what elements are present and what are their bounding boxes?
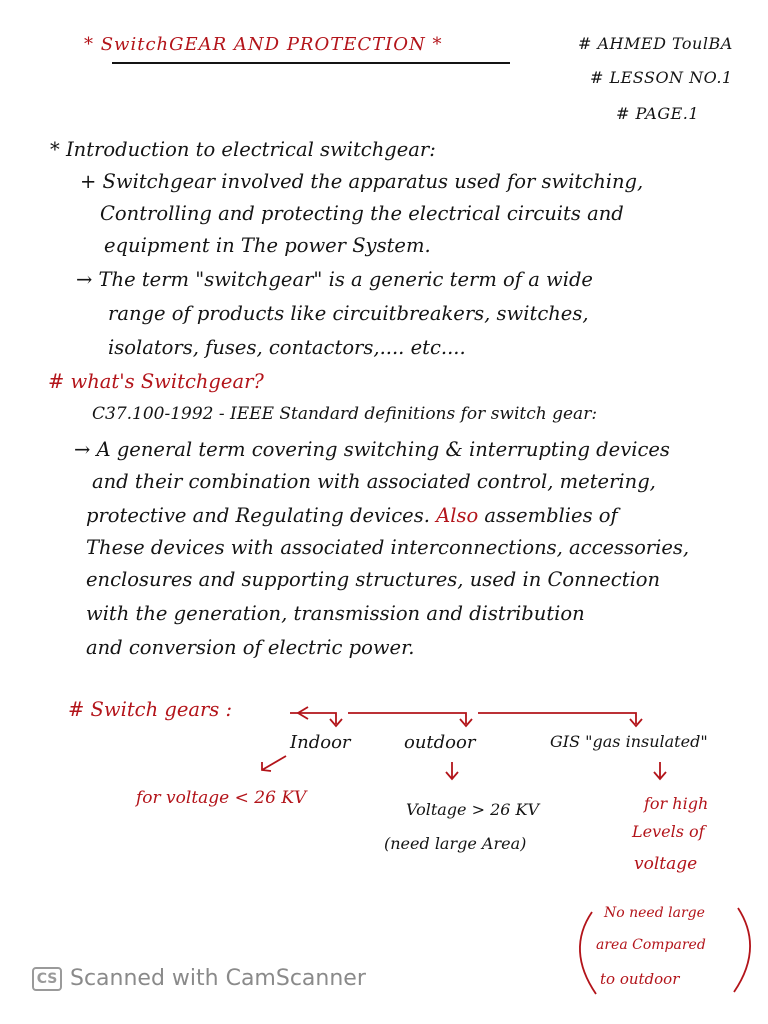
intro-line-2: Controlling and protecting the electrical circuits and <box>100 202 624 225</box>
gis-note-line-2: Levels of <box>632 822 705 841</box>
outdoor-note-voltage: Voltage > 26 KV <box>406 800 540 819</box>
outdoor-note-area: (need large Area) <box>384 834 527 853</box>
right-parenthesis <box>734 908 750 992</box>
gis-extra-line-2: area Compared <box>596 937 706 953</box>
intro-line-5: range of products like circuitbreakers, switches, <box>108 302 589 325</box>
switchgears-heading: # Switch gears : <box>68 698 233 721</box>
camscanner-logo: CS <box>32 967 62 991</box>
outdoor-label: outdoor <box>404 732 476 753</box>
definition-line-1: → A general term covering switching & interrupting devices <box>74 438 670 461</box>
page-title: * SwitchGEAR AND PROTECTION * <box>84 34 443 55</box>
page-number: # PAGE.1 <box>616 104 700 123</box>
lesson-number: # LESSON NO.1 <box>590 68 733 87</box>
gis-note-line-1: for high <box>644 794 709 813</box>
intro-line-4: → The term "switchgear" is a generic term of a wide <box>76 268 593 291</box>
definition-line-5: enclosures and supporting structures, used in Connection <box>86 568 661 591</box>
definition-line-6: with the generation, transmission and distribution <box>86 602 585 625</box>
definition-line-3 <box>86 506 618 526</box>
definition-line-7: and conversion of electric power. <box>86 636 415 659</box>
gis-extra-line-3: to outdoor <box>600 970 680 988</box>
ieee-standard-line: C37.100-1992 - IEEE Standard definitions for switch gear: <box>92 404 598 424</box>
gis-note-line-3: voltage <box>634 854 698 874</box>
left-parenthesis <box>580 912 596 994</box>
intro-line-3: equipment in The power System. <box>104 234 431 257</box>
gis-label: GIS "gas insulated" <box>550 732 708 751</box>
also-highlight: Also <box>436 504 479 527</box>
author-name: # AHMED ToulBA <box>578 34 733 53</box>
intro-line-1: + Switchgear involved the apparatus used for switching, <box>80 170 644 193</box>
camscanner-watermark <box>32 966 366 991</box>
gis-extra-line-1: No need large <box>604 905 705 921</box>
definition-line-4: These devices with associated interconnections, accessories, <box>86 536 690 559</box>
watermark-text: Scanned with CamScanner <box>70 966 366 991</box>
indoor-note: for voltage < 26 KV <box>136 788 307 808</box>
intro-heading: * Introduction to electrical switchgear: <box>50 138 436 161</box>
indoor-label: Indoor <box>290 732 351 753</box>
whats-switchgear-heading: # what's Switchgear? <box>48 370 264 393</box>
definition-line-3-end: assemblies of <box>484 504 618 527</box>
intro-line-6: isolators, fuses, contactors,.... etc.... <box>108 336 466 359</box>
definition-line-2: and their combination with associated control, metering, <box>92 470 656 493</box>
definition-line-3-start: protective and Regulating devices. <box>86 504 430 527</box>
